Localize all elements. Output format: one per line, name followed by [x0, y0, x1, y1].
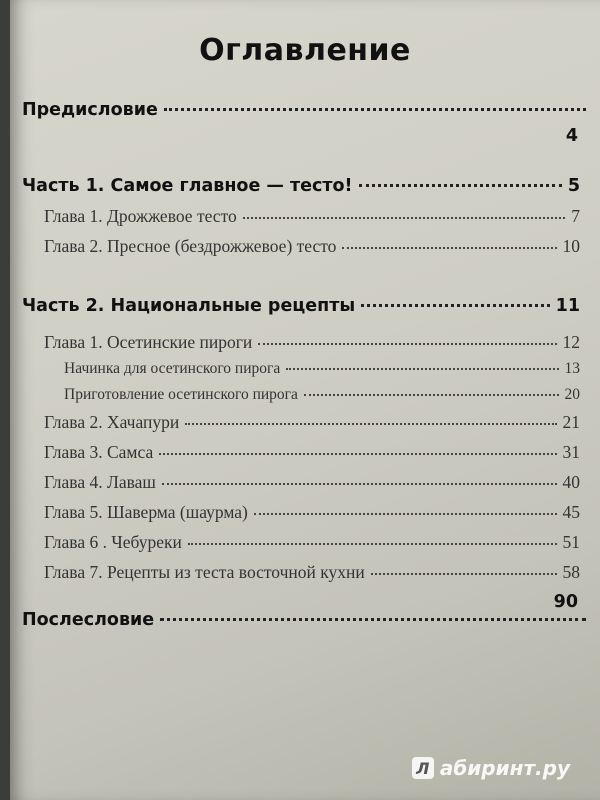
toc-entry-label: Начинка для осетинского пирога — [64, 360, 281, 377]
toc-entry-label: Предисловие — [22, 100, 158, 120]
toc-leader-dots — [162, 483, 557, 485]
toc-leader-dots — [304, 394, 559, 396]
toc-entry-chapter — [44, 472, 580, 493]
toc-entry-label: Часть 2. Национальные рецепты — [22, 296, 356, 316]
toc-entry-chapter — [44, 532, 580, 553]
toc-entry-chapter — [44, 236, 580, 257]
toc-entry-section — [64, 360, 580, 378]
toc-page-number: 7 — [571, 206, 580, 226]
toc-entry-afterword — [22, 610, 592, 630]
labirint-logo-icon: Л — [412, 757, 434, 779]
toc-entry-label: Глава 3. Самса — [44, 442, 154, 462]
watermark-text: абиринт.ру — [439, 756, 570, 780]
toc-entry-section — [64, 386, 580, 404]
toc-leader-dots — [243, 217, 566, 219]
toc-page-number: 12 — [562, 332, 580, 352]
toc-page-number: 20 — [564, 386, 580, 403]
toc-entry-preface — [22, 100, 592, 120]
book-page — [10, 0, 600, 800]
toc-page-number: 10 — [562, 236, 580, 256]
toc-leader-dots — [258, 343, 556, 345]
toc-entry-chapter — [44, 332, 580, 353]
toc-leader-dots — [160, 618, 586, 621]
toc-leader-dots — [188, 543, 557, 545]
toc-entry-part-2 — [22, 296, 580, 316]
toc-entry-chapter — [44, 206, 580, 227]
toc-entry-label: Глава 2. Хачапури — [44, 412, 180, 432]
toc-page-number: 45 — [562, 502, 580, 522]
toc-leader-dots — [159, 453, 556, 455]
toc-leader-dots — [185, 423, 556, 425]
toc-leader-dots — [164, 108, 586, 111]
toc-entry-chapter — [44, 562, 580, 583]
toc-entry-label: Глава 4. Лаваш — [44, 472, 156, 492]
toc-page-number: 58 — [562, 562, 580, 582]
watermark-logo — [412, 756, 570, 780]
toc-page-number: 90 — [553, 592, 578, 612]
toc-entry-chapter — [44, 502, 580, 523]
toc-leader-dots — [359, 184, 562, 187]
toc-leader-dots — [342, 247, 556, 249]
toc-entry-label: Глава 5. Шаверма (шаурма) — [44, 502, 248, 522]
toc-page-number: 21 — [562, 412, 580, 432]
toc-leader-dots — [371, 573, 557, 575]
toc-entry-label: Приготовление осетинского пирога — [64, 386, 298, 403]
toc-entry-preface-page — [566, 126, 578, 146]
toc-entry-label: Послесловие — [22, 610, 155, 630]
toc-entry-label: Глава 2. Пресное (бездрожжевое) тесто — [44, 236, 337, 256]
toc-entry-label: Глава 1. Дрожжевое тесто — [44, 206, 237, 226]
toc-leader-dots — [286, 368, 558, 370]
toc-page-number: 4 — [565, 126, 578, 146]
page-title: Оглавление — [199, 33, 411, 68]
toc-entry-afterword-page — [554, 592, 578, 612]
toc-entry-label: Часть 1. Самое главное — тесто! — [22, 176, 353, 196]
toc-leader-dots — [361, 304, 549, 307]
toc-page-number: 11 — [555, 296, 580, 316]
toc-entry-label: Глава 7. Рецепты из теста восточной кухни — [44, 562, 365, 582]
toc-entry-chapter — [44, 442, 580, 463]
toc-entry-part-1 — [22, 176, 580, 196]
toc-entry-label: Глава 1. Осетинские пироги — [44, 332, 253, 352]
toc-page-number: 51 — [562, 532, 580, 552]
toc-page-number: 13 — [564, 360, 580, 377]
toc-page-number: 31 — [562, 442, 580, 462]
toc-page-number: 40 — [562, 472, 580, 492]
toc-entry-chapter — [44, 412, 580, 433]
toc-leader-dots — [254, 513, 557, 515]
toc-entry-label: Глава 6 . Чебуреки — [44, 532, 182, 552]
toc-page-number: 5 — [567, 176, 580, 196]
